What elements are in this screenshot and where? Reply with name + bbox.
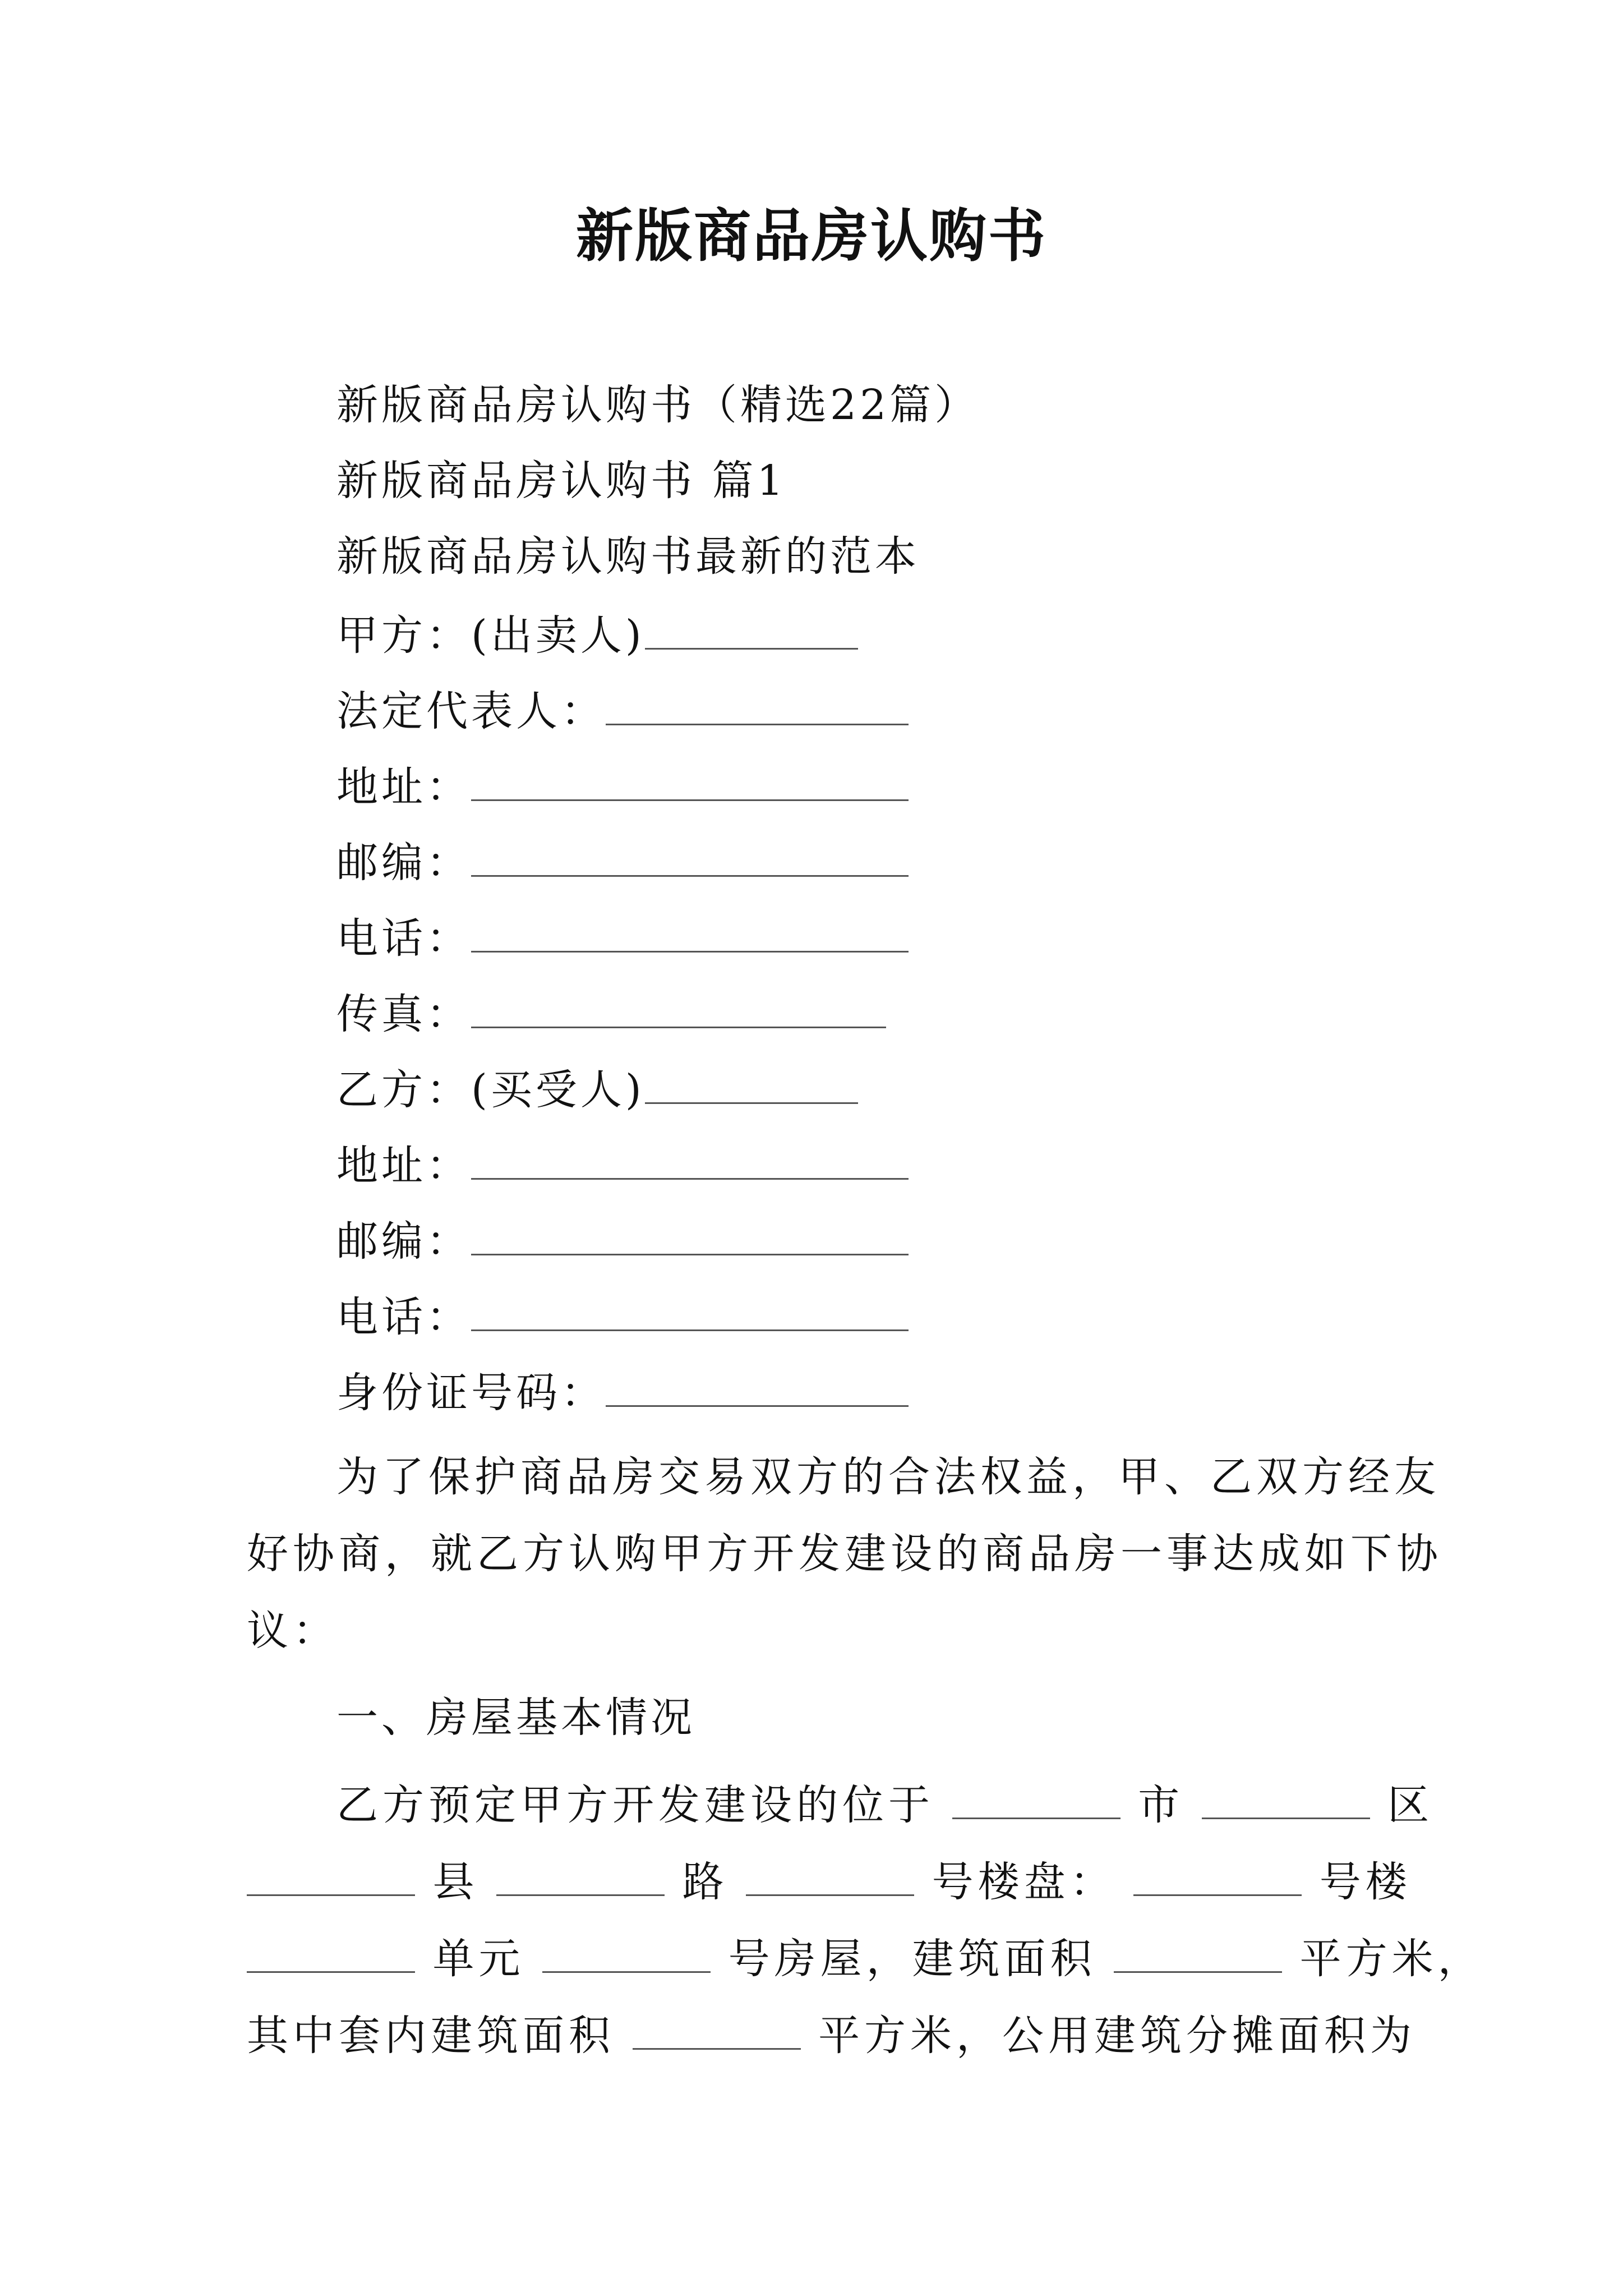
clause-1-heading: 一、房屋基本情况 xyxy=(336,1694,695,1742)
party-a-field-row xyxy=(336,912,909,963)
clause-1-paragraph xyxy=(247,1767,1484,2074)
clause-text: 号楼盘： xyxy=(932,1858,1116,1906)
template-heading: 新版商品房认购书最新的范本 xyxy=(336,532,920,581)
party-a-field-blank xyxy=(606,684,909,725)
party-a-field-label: 邮编： xyxy=(336,839,471,887)
section-heading: 新版商品房认购书 篇1 xyxy=(336,457,787,505)
clause-line xyxy=(247,1844,1412,1921)
intro-paragraph xyxy=(247,1439,1442,1669)
clause-text: 其中套内建筑面积 xyxy=(247,2012,615,2060)
inner-area-blank xyxy=(633,2009,801,2050)
party-b-label: 乙方：(买受人) xyxy=(336,1066,645,1114)
document-subtitle: 新版商品房认购书（精选22篇） xyxy=(336,381,980,429)
party-b-field-blank xyxy=(471,1214,909,1255)
party-b-field-blank xyxy=(471,1139,909,1180)
clause-text: 平方米， xyxy=(1299,1935,1484,1983)
party-a-field-row xyxy=(336,760,909,811)
party-a-field-label: 法定代表人： xyxy=(336,687,606,735)
party-a-name-blank xyxy=(645,609,858,650)
clause-text: 乙方预定甲方开发建设的位于 xyxy=(336,1781,934,1829)
intro-line: 为了保护商品房交易双方的合法权益，甲、乙双方经友 xyxy=(336,1453,1440,1501)
party-a-field-label: 电话： xyxy=(336,914,471,963)
clause-text: 路 xyxy=(682,1858,728,1906)
party-b-name-blank xyxy=(645,1063,858,1104)
road-blank xyxy=(496,1855,665,1896)
document-title: 新版商品房认购书 xyxy=(576,203,1047,270)
party-a-field-blank xyxy=(471,836,909,877)
party-b-field-blank xyxy=(471,1290,909,1331)
county-blank xyxy=(247,1855,415,1896)
party-a-field-blank xyxy=(471,912,909,953)
party-a-label: 甲方：(出卖人) xyxy=(336,611,645,660)
party-b-field-row xyxy=(336,1139,909,1190)
district-blank xyxy=(1202,1778,1370,1819)
clause-line xyxy=(247,1998,1417,2074)
party-b-field-row xyxy=(336,1366,909,1417)
party-a-field-blank xyxy=(471,987,886,1028)
intro-line: 议： xyxy=(247,1607,339,1655)
estate-blank xyxy=(746,1855,914,1896)
building-blank xyxy=(1133,1855,1302,1896)
clause-text: 平方米，公用建筑分摊面积为 xyxy=(818,2012,1417,2060)
party-b-field-label: 电话： xyxy=(336,1293,471,1341)
party-a-field-row xyxy=(336,987,886,1038)
party-b-field-label: 邮编： xyxy=(336,1217,471,1266)
room-blank xyxy=(542,1932,711,1973)
party-b-field-row xyxy=(336,1214,909,1266)
party-a-field-label: 地址： xyxy=(336,763,471,811)
party-b-field-label: 地址： xyxy=(336,1142,471,1190)
clause-text: 单元 xyxy=(432,1935,525,1983)
party-b-field-label: 身份证号码： xyxy=(336,1369,606,1417)
party-a-field-row xyxy=(336,836,909,887)
city-blank xyxy=(952,1778,1121,1819)
clause-text: 号房屋，建筑面积 xyxy=(728,1935,1096,1983)
party-a-field-blank xyxy=(471,760,909,801)
party-b-field-blank xyxy=(606,1366,909,1407)
area-blank xyxy=(1114,1932,1282,1973)
party-b-row xyxy=(336,1063,858,1114)
party-a-field-row xyxy=(336,684,909,735)
party-a-field-label: 传真： xyxy=(336,990,471,1038)
clause-text: 县 xyxy=(432,1858,479,1906)
clause-line xyxy=(247,1767,1434,1844)
clause-text: 号楼 xyxy=(1319,1858,1412,1906)
party-a-row xyxy=(336,609,858,660)
clause-line xyxy=(247,1921,1484,1998)
intro-line: 好协商，就乙方认购甲方开发建设的商品房一事达成如下协 xyxy=(247,1530,1442,1578)
party-b-field-row xyxy=(336,1290,909,1341)
clause-text: 市 xyxy=(1138,1781,1184,1829)
clause-text: 区 xyxy=(1387,1781,1434,1829)
unit-blank xyxy=(247,1932,415,1973)
